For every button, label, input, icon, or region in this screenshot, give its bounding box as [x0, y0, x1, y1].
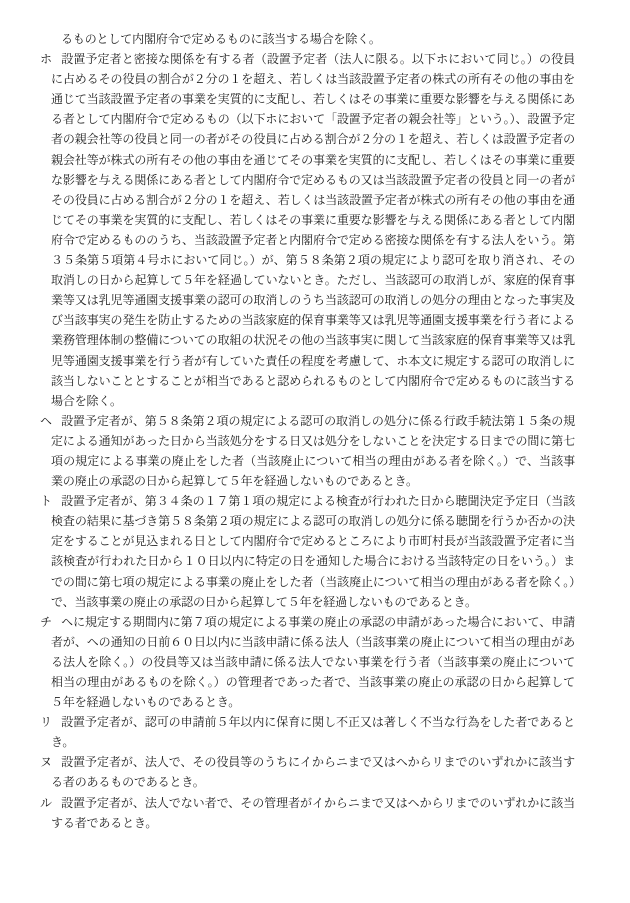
item-marker: チ: [40, 614, 52, 629]
lead-continuation-text: るものとして内閣府令で定めるものに該当する場合を除く。: [61, 32, 381, 46]
item-marker: ト: [40, 494, 52, 509]
item-text: 設置予定者が、第３４条の１７第１項の規定による検査が行われた日から聴聞決定予定日（当該検査の結果に基づき第５８条第２項の規定による認可の取消しの処分に係る聴聞を行うか否かの決定をすることが見込まれる日として内閣府令で定めるところにより市町村長が当該設置予定者に当該検査が行われた日から１０日以内に特定の日を通知した場合における当該特定の日をいう。）までの間に第七項の規定による事業の廃止をした者（当該廃止について相当の理由がある者を除く。）で、当該事業の廃止の承認の日から起算して５年を経過しないものであるとき。: [51, 494, 575, 609]
item-text: 設置予定者が、認可の申請前５年以内に保育に関し不正又は著しく不当な行為をした者であるとき。: [51, 715, 575, 750]
law-item-ri: [40, 712, 575, 752]
item-text: 設置予定者が、第５８条第２項の規定による認可の取消しの処分に係る行政手続法第１５条の規定による通知があった日から当該処分をする日又は処分をしないことを決定する日までの間に第七項の規定による事業の廃止をした者（当該廃止について相当の理由がある者を除く。）で、当該事業の廃止の承認の日から起算して５年を経過しないものであるとき。: [51, 413, 575, 489]
item-marker: ヌ: [40, 755, 52, 770]
item-text: 設置予定者が、法人で、その役員等のうちにイからニまで又はヘからリまでのいずれかに該当する者のあるものであるとき。: [51, 755, 575, 790]
law-item-nu: [40, 752, 575, 792]
law-item-he: [40, 411, 575, 491]
law-item-ho: [40, 49, 575, 411]
item-text: ヘに規定する期間内に第７項の規定による事業の廃止の承認の申請があった場合において、申請者が、ヘの通知の日前６０日以内に当該申請に係る法人（当該事業の廃止について相当の理由がある法人を除く。）の役員等又は当該申請に係る法人でない事業を行う者（当該事業の廃止について相当の理由があるものを除く。）の管理者であった者で、当該事業の廃止の承認の日から起算して５年を経過しないものであるとき。: [51, 614, 575, 710]
item-marker: ホ: [40, 52, 52, 67]
item-marker: リ: [40, 715, 52, 730]
item-text: 設置予定者と密接な関係を有する者（設置予定者（法人に限る。以下ホにおいて同じ。）の役員に占めるその役員の割合が２分の１を超え、若しくは当該設置予定者の株式の所有その他の事由を通じて当該設置予定者の事業を実質的に支配し、若しくはその事業に重要な影響を与える関係にある者として内閣府令で定めるもの（以下ホにおいて「設置予定者の親会社等」という。）、設置予定者の親会社等の役員と同一の者がその役員に占める割合が２分の１を超え、若しくは設置予定者の親会社等が株式の所有その他の事由を通じてその事業を実質的に支配し、若しくはその事業に重要な影響を与える関係にある者として内閣府令で定めるもの又は当該設置予定者の役員と同一の者がその役員に占める割合が２分の１を超え、若しくは当該設置予定者が株式の所有その他の事由を通じてその事業を実質的に支配し、若しくはその事業に重要な影響を与える関係にある者として内閣府令で定めるもののうち、当該設置予定者と内閣府令で定める密接な関係を有する法人をいう。第３５条第５項第４号ホにおいて同じ。）が、第５８条第２項の規定により認可を取り消され、その取消しの日から起算して５年を経過していないとき。ただし、当該認可の取消しが、家庭的保育事業等又は乳児等通園支援事業の認可の取消しのうち当該認可の取消しの処分の理由となった事実及び当該事実の発生を防止するための当該家庭的保育事業等又は乳児等通園支援事業を行う者による業務管理体制の整備についての取組の状況その他の当該事実に関して当該家庭的保育事業等又は乳児等通園支援事業を行う者が有していた責任の程度を考慮して、ホ本文に規定する認可の取消しに該当しないこととすることが相当であると認められるものとして内閣府令で定めるものに該当する場合を除く。: [51, 52, 575, 408]
item-marker: ヘ: [40, 413, 52, 428]
law-item-chi: [40, 612, 575, 712]
law-item-ru: [40, 793, 575, 833]
law-item-to: [40, 491, 575, 612]
item-text: 設置予定者が、法人でない者で、その管理者がイからニまで又はヘからリまでのいずれかに該当する者であるとき。: [51, 795, 575, 830]
item-marker: ル: [40, 795, 52, 810]
